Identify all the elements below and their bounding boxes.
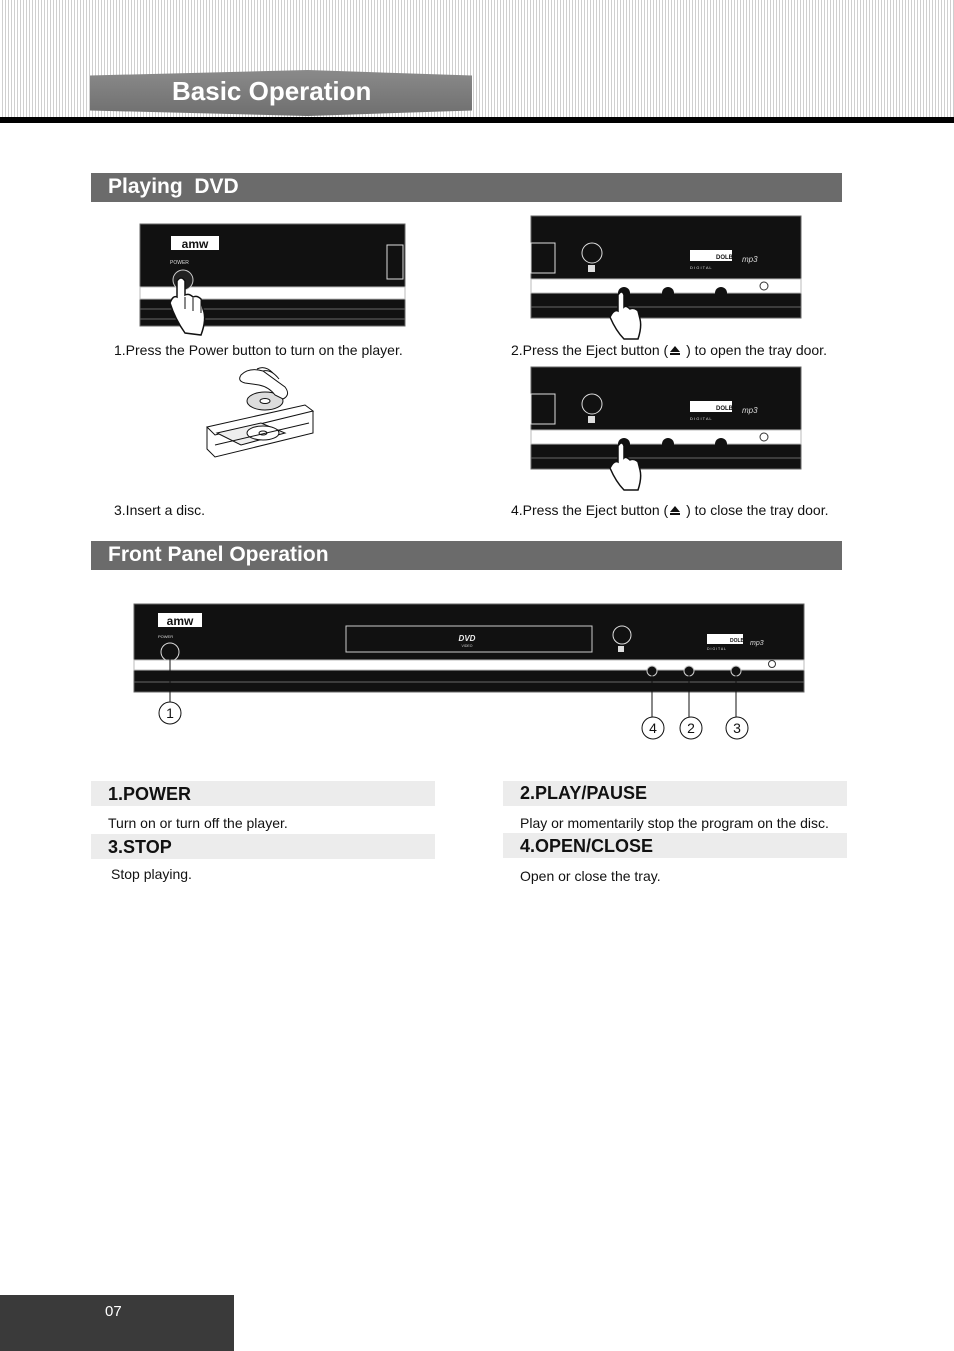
step-1-caption: 1.Press the Power button to turn on the player.: [114, 342, 403, 358]
page-number: 07: [105, 1303, 122, 1320]
step-4-text-before: 4.Press the Eject button (: [511, 502, 669, 518]
eject-open-illustration: [530, 215, 804, 343]
item-desc-stop: Stop playing.: [111, 866, 192, 882]
dvd-video-label: VIDEO: [461, 644, 473, 648]
mp3-logo: mp3: [750, 640, 764, 647]
item-label-stop: 3.STOP: [108, 837, 172, 857]
brand-logo: amw: [166, 614, 194, 628]
section-title-playing: Playing DVD: [108, 175, 239, 198]
brand-logo: amw: [181, 237, 209, 251]
digital-label: D I G I T A L: [690, 265, 712, 270]
item-label-play-pause: 2.PLAY/PAUSE: [520, 783, 648, 803]
step-2-text-after: ) to open the tray door.: [682, 342, 827, 358]
item-desc-open-close: Open or close the tray.: [520, 868, 661, 884]
dolby-logo: DOLBY: [716, 406, 737, 412]
item-desc-play-pause: Play or momentarily stop the program on the disc.: [520, 815, 829, 831]
section-title-front-panel: Front Panel Operation: [108, 543, 329, 566]
dolby-logo: DOLBY: [716, 255, 737, 261]
digital-label: D I G I T A L: [690, 416, 712, 421]
page-title: Basic Operation: [172, 76, 372, 106]
front-panel-diagram: [130, 600, 810, 745]
item-desc-power: Turn on or turn off the player.: [108, 815, 288, 831]
step-2-caption: [511, 342, 827, 358]
dolby-logo: DOLBY: [730, 638, 748, 644]
mp3-logo: mp3: [742, 406, 758, 415]
eject-icon: [668, 503, 682, 514]
callout-1: 1: [166, 705, 174, 721]
callout-2: 2: [687, 720, 695, 736]
step-4-caption: [511, 502, 829, 518]
digital-label: D I G I T A L: [707, 647, 726, 651]
callout-4: 4: [649, 720, 657, 736]
callout-3: 3: [733, 720, 741, 736]
header-rule: [0, 117, 954, 123]
eject-close-illustration: [530, 366, 804, 494]
power-press-illustration: [139, 223, 407, 341]
item-label-power: 1.POWER: [108, 784, 192, 804]
step-2-text-before: 2.Press the Eject button (: [511, 342, 669, 358]
eject-icon: [668, 343, 682, 354]
mp3-logo: mp3: [742, 255, 758, 264]
power-label: POWER: [158, 634, 174, 639]
step-4-text-after: ) to close the tray door.: [682, 502, 829, 518]
step-3-caption: 3.Insert a disc.: [114, 502, 206, 518]
power-label: POWER: [170, 260, 189, 266]
item-label-open-close: 4.OPEN/CLOSE: [520, 836, 654, 856]
insert-disc-illustration: [205, 365, 315, 459]
dvd-logo: DVD: [458, 634, 476, 643]
